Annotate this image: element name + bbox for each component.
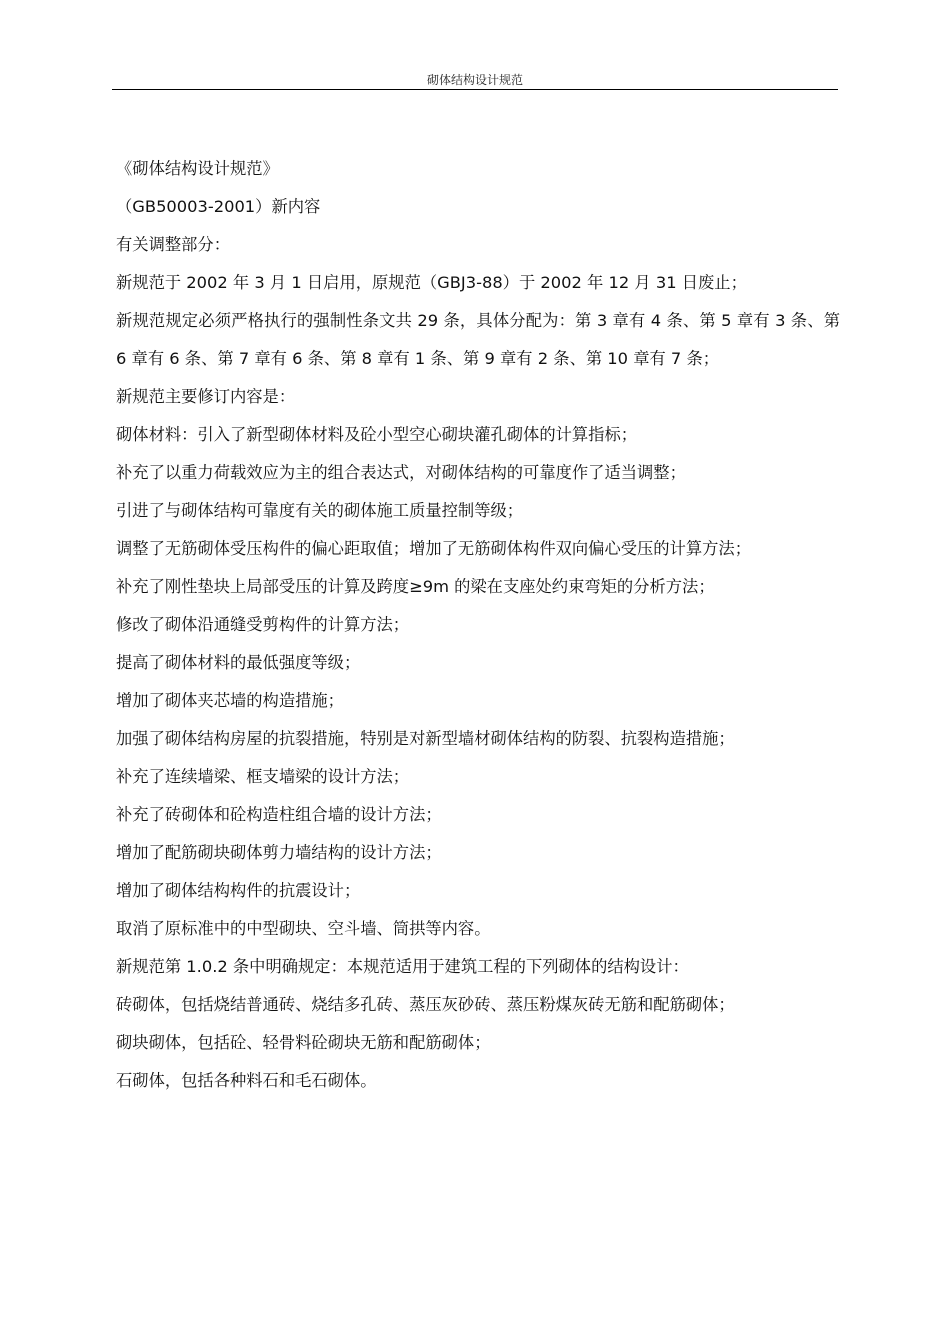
section-heading-revisions: 新规范主要修订内容是：: [116, 387, 296, 406]
paragraph-revision-item: 提高了砌体材料的最低强度等级；: [116, 653, 361, 672]
paragraph-effective-date: 新规范于 2002 年 3 月 1 日启用，原规范（GBJ3-88）于 2002 年 12 月 31 日废止；: [116, 273, 747, 292]
paragraph-revision-item: 引进了与砌体结构可靠度有关的砌体施工质量控制等级；: [116, 501, 524, 520]
paragraph-revision-item: 修改了砌体沿通缝受剪构件的计算方法；: [116, 615, 410, 634]
page-header: 砌体结构设计规范: [112, 72, 838, 90]
paragraph-revision-item: 增加了配筋砌块砌体剪力墙结构的设计方法；: [116, 843, 442, 862]
paragraph-scope-item: 砌块砌体，包括砼、轻骨料砼砌块无筋和配筋砌体；: [116, 1033, 491, 1052]
paragraph-revision-item: 取消了原标准中的中型砌块、空斗墙、筒拱等内容。: [116, 919, 491, 938]
paragraph-revision-item: 增加了砌体夹芯墙的构造措施；: [116, 691, 344, 710]
document-subtitle: （GB50003-2001）新内容: [116, 197, 321, 216]
paragraph-revision-item: 增加了砌体结构构件的抗震设计；: [116, 881, 361, 900]
section-heading-adjustments: 有关调整部分：: [116, 235, 230, 254]
paragraph-revision-item: 加强了砌体结构房屋的抗裂措施，特别是对新型墙材砌体结构的防裂、抗裂构造措施；: [116, 729, 735, 748]
paragraph-revision-item: 砌体材料：引入了新型砌体材料及砼小型空心砌块灌孔砌体的计算指标；: [116, 425, 638, 444]
paragraph-revision-item: 补充了以重力荷载效应为主的组合表达式，对砌体结构的可靠度作了适当调整；: [116, 463, 686, 482]
document-body: [116, 150, 840, 1100]
paragraph-mandatory-clauses: 新规范规定必须严格执行的强制性条文共 29 条，具体分配为：第 3 章有 4 条、第 5 章有 3 条、第 6 章有 6 条、第 7 章有 6 条、第 8 章有 1 条、第 9 章有 2 条、第 10 章有 7 条；: [116, 311, 840, 368]
paragraph-revision-item: 调整了无筋砌体受压构件的偏心距取值；增加了无筋砌体构件双向偏心受压的计算方法；: [116, 539, 751, 558]
paragraph-revision-item: 补充了连续墙梁、框支墙梁的设计方法；: [116, 767, 410, 786]
document-title: 《砌体结构设计规范》: [116, 159, 279, 178]
paragraph-revision-item: 补充了砖砌体和砼构造柱组合墙的设计方法；: [116, 805, 442, 824]
paragraph-revision-item: 补充了刚性垫块上局部受压的计算及跨度≥9m 的梁在支座处约束弯矩的分析方法；: [116, 577, 715, 596]
paragraph-scope-item: 砖砌体，包括烧结普通砖、烧结多孔砖、蒸压灰砂砖、蒸压粉煤灰砖无筋和配筋砌体；: [116, 995, 735, 1014]
paragraph-scope-item: 石砌体，包括各种料石和毛石砌体。: [116, 1071, 377, 1090]
paragraph-scope: 新规范第 1.0.2 条中明确规定：本规范适用于建筑工程的下列砌体的结构设计：: [116, 957, 689, 976]
